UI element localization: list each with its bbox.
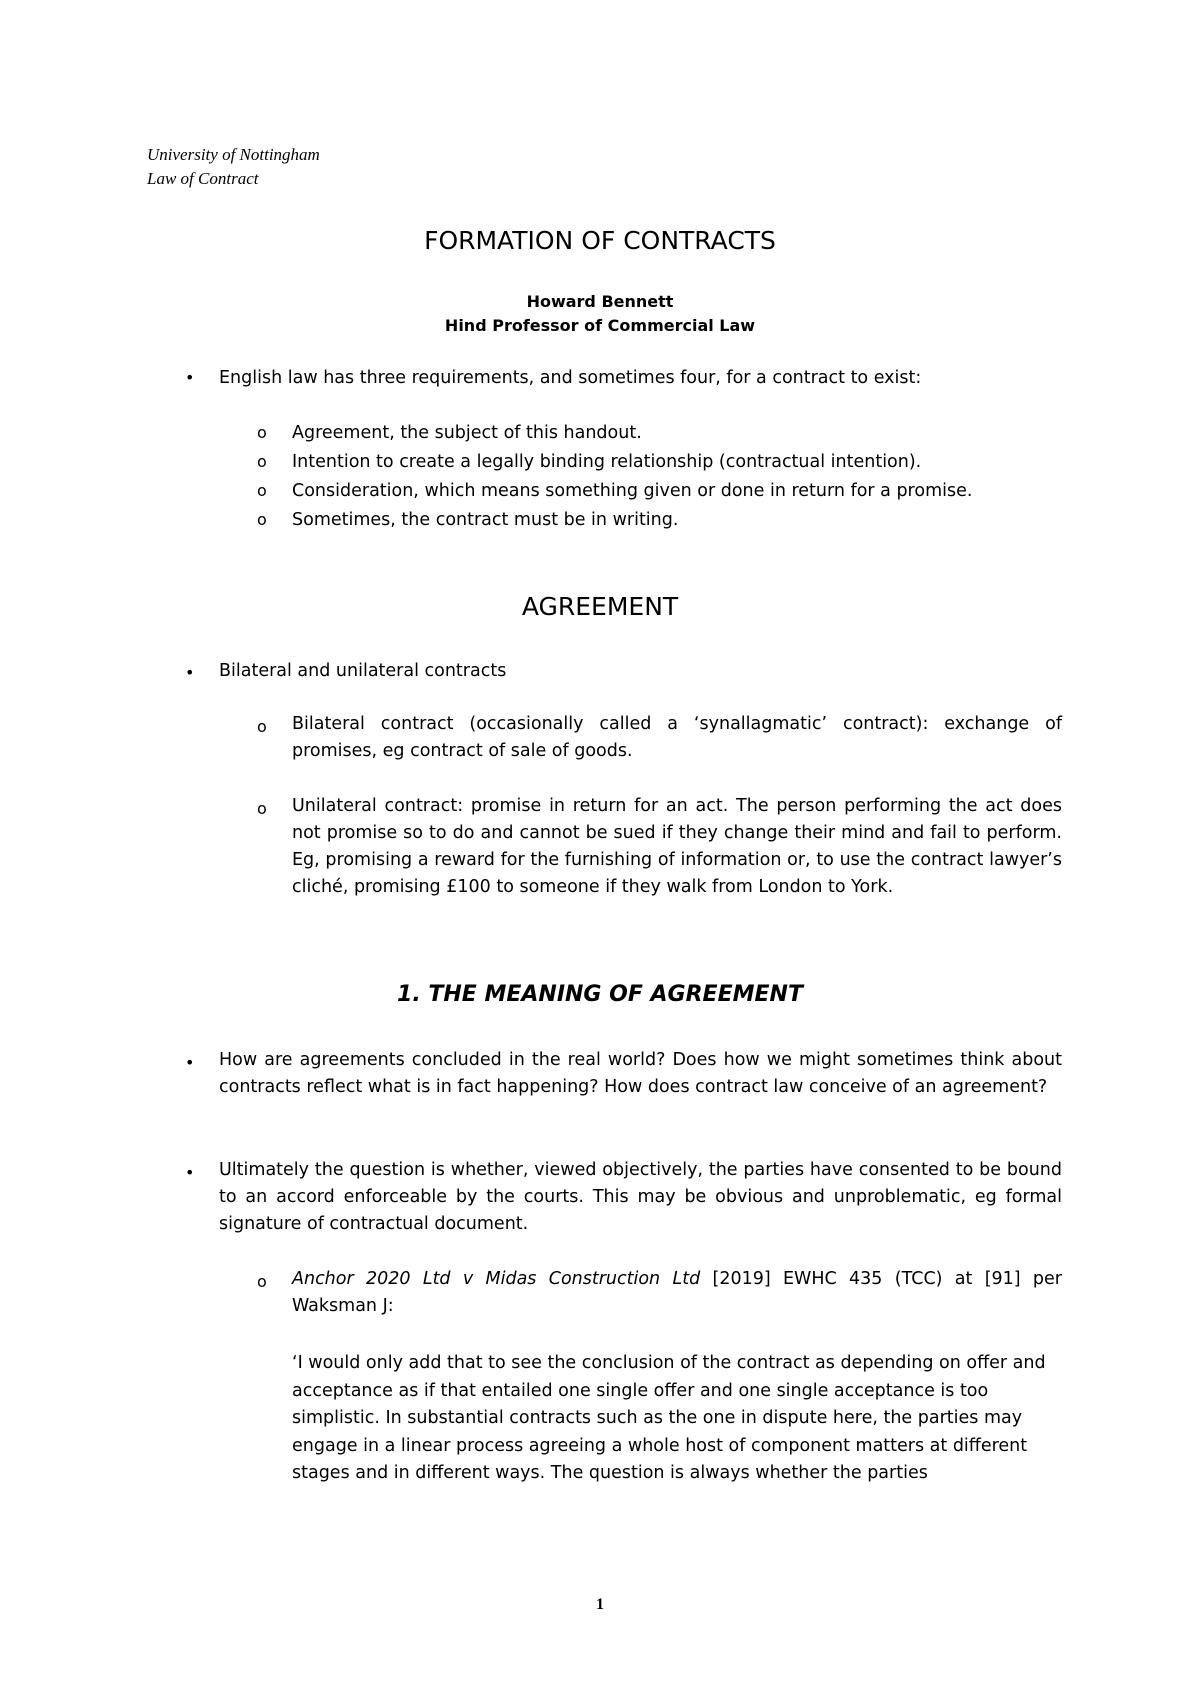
bullet-marker: •	[185, 1053, 195, 1072]
intro-item-3: Consideration, which means something given or done in return for a promise.	[292, 481, 973, 501]
intro-item-4: Sometimes, the contract must be in writing.	[292, 510, 679, 530]
unilateral-text: Unilateral contract: promise in return for an act. The person performing the act does not promise so to do and cannot be sued if they change their mind and fail to perform. Eg, promising a reward for the furnishing of information or, to use the contract lawyer’s cliché, promising £100 to someone if they walk from London to York.	[292, 796, 1062, 897]
case-citation: [2019] EWHC 435 (TCC) at [91] per Waksman J:	[292, 1269, 1062, 1316]
case-reference	[292, 1266, 1062, 1320]
document-title: FORMATION OF CONTRACTS	[424, 226, 776, 255]
section-1-bullet-2: Ultimately the question is whether, viewed objectively, the parties have consented to be bound to an accord enforceable by the courts. This may be obvious and unproblematic, eg formal signature of contractual document.	[219, 1160, 1062, 1234]
author-position: Hind Professor of Commercial Law	[444, 316, 756, 335]
document-header	[147, 143, 320, 191]
sub-marker: o	[257, 510, 267, 529]
sub-marker: o	[257, 799, 267, 818]
sub-marker: o	[257, 1272, 267, 1291]
author-name: Howard Bennett	[526, 292, 674, 311]
sub-marker: o	[257, 481, 267, 500]
bullet-marker: •	[185, 1163, 195, 1182]
bullet-marker: •	[185, 663, 195, 682]
bullet-marker: •	[185, 368, 195, 387]
sub-marker: o	[257, 717, 267, 736]
agreement-bullet-text: Bilateral and unilateral contracts	[219, 661, 507, 681]
university-name: University of Nottingham	[147, 145, 320, 164]
bilateral-text: Bilateral contract (occasionally called a ‘synallagmatic’ contract): exchange of promises, eg contract of sale of goods.	[292, 714, 1062, 761]
case-name: Anchor 2020 Ltd v Midas Construction Ltd	[292, 1269, 701, 1289]
intro-item-1: Agreement, the subject of this handout.	[292, 423, 642, 443]
sub-marker: o	[257, 452, 267, 471]
page-number: 1	[596, 1596, 604, 1613]
author-block	[0, 290, 1200, 338]
course-name: Law of Contract	[147, 169, 259, 188]
agreement-heading: AGREEMENT	[521, 592, 679, 621]
intro-item-2: Intention to create a legally binding relationship (contractual intention).	[292, 452, 922, 472]
section-1-bullet-1: How are agreements concluded in the real world? Does how we might sometimes think about contracts reflect what is in fact happening? How does contract law conceive of an agreement?	[219, 1050, 1062, 1097]
sub-marker: o	[257, 423, 267, 442]
case-quote: ‘I would only add that to see the conclusion of the contract as depending on offer and acceptance as if that entailed one single offer and one single acceptance is too simplistic. In substantial contracts such as the one in dispute here, the parties may engage in a linear process agreeing a whole host of component matters at different stages and in different ways. The question is always whether the parties	[292, 1353, 1046, 1483]
section-1-heading: 1. THE MEANING OF AGREEMENT	[397, 982, 803, 1007]
intro-bullet-text: English law has three requirements, and sometimes four, for a contract to exist:	[219, 368, 922, 388]
